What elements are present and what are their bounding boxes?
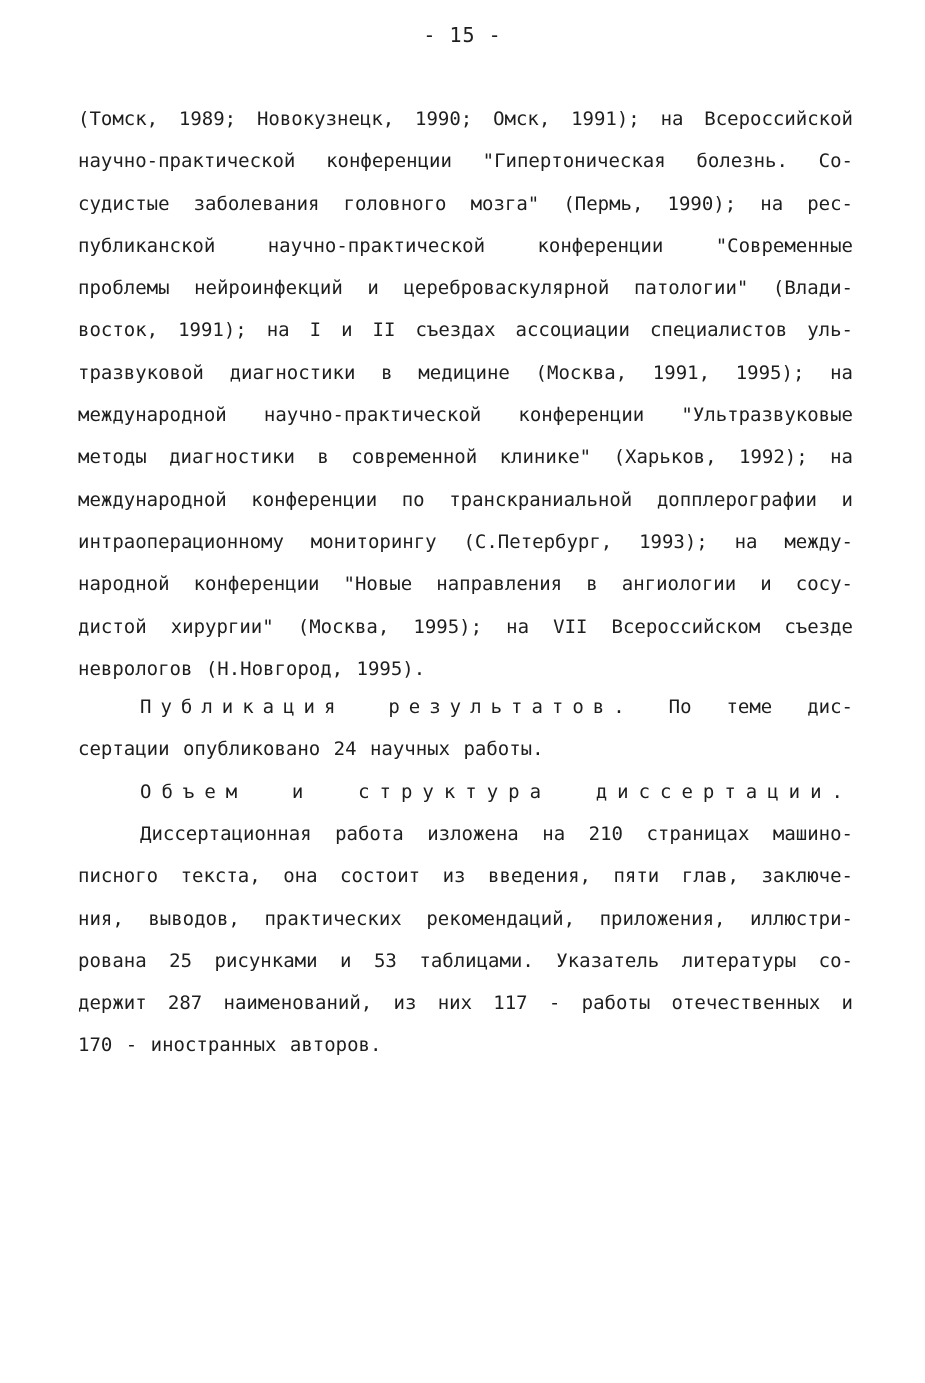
text-line: рована 25 рисунками и 53 таблицами. Указатель литературы со- <box>78 949 853 972</box>
text-line: народной конференции "Новые направления в ангиологии и сосу- <box>78 573 853 596</box>
text-line: восток, 1991); на I и II съездах ассоциации специалистов уль- <box>78 319 853 342</box>
text-line: международной конференции по транскраниальной допплерографии и <box>78 488 853 511</box>
text-line: держит 287 наименований, из них 117 - работы отечественных и <box>78 992 853 1015</box>
page-number: - 15 - <box>423 23 502 47</box>
structure-paragraph <box>78 813 853 1067</box>
text-line: тразвуковой диагностики в медицине (Москва, 1991, 1995); на <box>78 361 853 384</box>
text-line: писного текста, она состоит из введения, пяти глав, заключе- <box>78 865 853 888</box>
text-line: проблемы нейроинфекций и цереброваскулярной патологии" (Влади- <box>78 277 853 300</box>
text-line: судистые заболевания головного мозга" (Пермь, 1990); на рес- <box>78 192 853 215</box>
text-line: методы диагностики в современной клинике" (Харьков, 1992); на <box>78 446 853 469</box>
text-line <box>78 771 853 813</box>
publication-heading: Публикация результатов. <box>140 696 634 718</box>
structure-heading: Объем и структура диссертации. <box>140 781 853 803</box>
text-line: публиканской научно-практической конференции "Современные <box>78 234 853 257</box>
text-line: Диссертационная работа изложена на 210 страницах машино- <box>140 823 853 845</box>
publication-paragraph <box>78 686 853 771</box>
publication-text: По теме дис- <box>668 696 853 718</box>
text-line: 170 - иностранных авторов. <box>78 1034 382 1057</box>
text-line: интраоперационному мониторингу (С.Петербург, 1993); на между- <box>78 530 853 553</box>
text-line: ния, выводов, практических рекомендаций, приложения, иллюстри- <box>78 907 853 930</box>
structure-heading-block <box>78 771 853 813</box>
text-line: сертации опубликовано 24 научных работы. <box>78 738 544 761</box>
conference-list-paragraph <box>78 98 853 690</box>
text-line: дистой хирургии" (Москва, 1995); на VII Всероссийском съезде <box>78 615 853 638</box>
text-line: научно-практической конференции "Гипертоническая болезнь. Со- <box>78 150 853 173</box>
text-line: (Томск, 1989; Новокузнецк, 1990; Омск, 1991); на Всероссийской <box>78 108 853 130</box>
text-line: неврологов (Н.Новгород, 1995). <box>78 657 426 680</box>
text-line: международной научно-практической конференции "Ультразвуковые <box>78 404 853 427</box>
text-line <box>78 686 853 728</box>
